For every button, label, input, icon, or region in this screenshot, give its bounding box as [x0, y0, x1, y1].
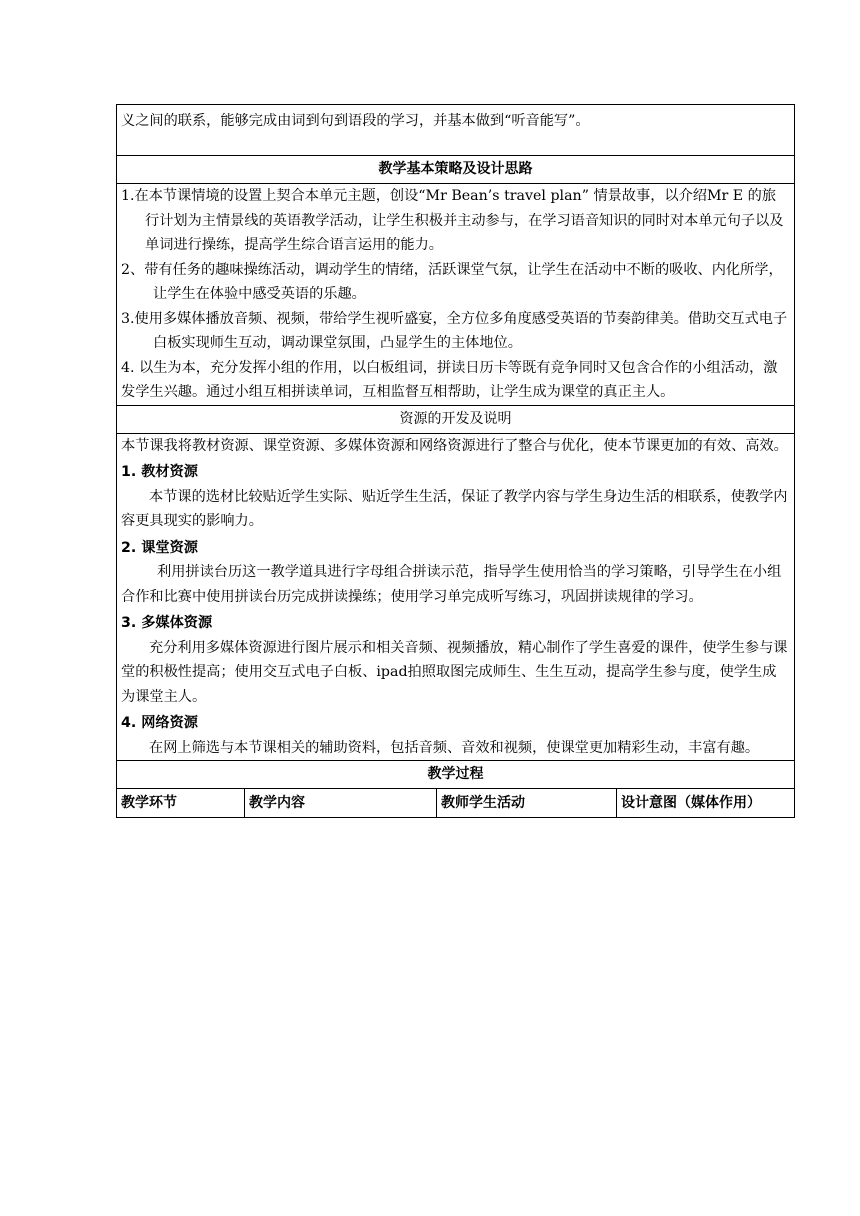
strategy-heading: 教学基本策略及设计思路: [117, 156, 795, 184]
column-header-content: 教学内容: [245, 789, 437, 818]
strategy-item-4: 4. 以生为本，充分发挥小组的作用，以白板组词，拼读日历卡等既有竞争同时又包含合作的小组活动，激发学生兴趣。通过小组互相拼读单词，互相监督互相帮助，让学生成为课堂的真正主人。: [121, 359, 778, 400]
resource-title-textbook: 1. 教材资源: [121, 464, 198, 480]
resource-body-network: 在网上筛选与本节课相关的辅助资料，包括音频、音效和视频，使课堂更加精彩生动，丰富有趣。: [149, 739, 760, 756]
process-heading: 教学过程: [117, 761, 795, 789]
resource-body-textbook: 本节课的选材比较贴近学生实际、贴近学生生活，保证了教学内容与学生身边生活的相联系，使教学内容更具现实的影响力。: [121, 488, 788, 529]
column-header-intent: 设计意图（媒体作用）: [617, 789, 795, 818]
resource-body-multimedia: 充分利用多媒体资源进行图片展示和相关音频、视频播放，精心制作了学生喜爱的课件，使学生参与课堂的积极性提高；使用交互式电子白板、ipad拍照取图完成师生、生生互动，提高学生参与度，使学生成为课堂主人。: [121, 639, 788, 705]
lesson-plan-table: [116, 104, 795, 818]
resources-intro: 本节课我将教材资源、课堂资源、多媒体资源和网络资源进行了整合与优化，使本节课更加的有效、高效。: [121, 437, 788, 454]
strategy-content: [117, 184, 795, 406]
strategy-item-3: 3.使用多媒体播放音频、视频，带给学生视听盛宴，全方位多角度感受英语的节奏韵律美。借助交互式电子白板实现师生互动，调动课堂氛围，凸显学生的主体地位。: [121, 310, 788, 351]
resources-content: [117, 433, 795, 761]
resource-title-classroom: 2. 课堂资源: [121, 539, 198, 556]
resources-heading: 资源的开发及说明: [117, 405, 795, 433]
resource-title-network: 4. 网络资源: [121, 715, 198, 731]
intro-paragraph: 义之间的联系，能够完成由词到句到语段的学习，并基本做到“听音能写”。: [117, 105, 795, 156]
column-header-activities: 教师学生活动: [437, 789, 617, 818]
column-header-stage: 教学环节: [117, 789, 245, 818]
strategy-item-1: 1.在本节课情境的设置上契合本单元主题，创设“Mr Bean’s travel plan” 情景故事，以介绍Mr E 的旅行计划为主情景线的英语教学活动，让学生积极并主动参与，在学习语音知识的同时对本单元句子以及单词进行操练，提高学生综合语言运用的能力。: [121, 188, 784, 253]
strategy-item-2: 2、带有任务的趣味操练活动，调动学生的情绪，活跃课堂气氛，让学生在活动中不断的吸收、内化所学，让学生在体验中感受英语的乐趣。: [121, 261, 783, 302]
resource-body-classroom: 利用拼读台历这一教学道具进行字母组合拼读示范，指导学生使用恰当的学习策略，引导学生在小组合作和比赛中使用拼读台历完成拼读操练；使用学习单完成听写练习，巩固拼读规律的学习。: [121, 564, 782, 605]
resource-title-multimedia: 3. 多媒体资源: [121, 615, 213, 631]
